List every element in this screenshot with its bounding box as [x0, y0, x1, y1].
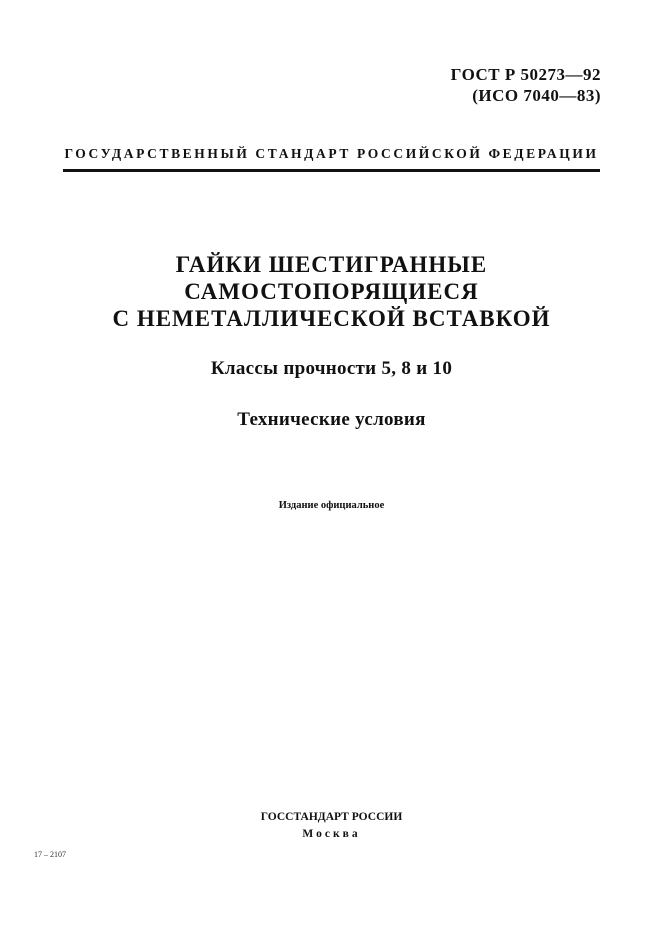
gost-identifier — [451, 64, 601, 106]
gost-number: ГОСТ Р 50273—92 — [450, 65, 601, 84]
publisher-name: ГОССТАНДАРТ РОССИИ — [260, 811, 403, 823]
iso-number: (ИСО 7040—83) — [472, 86, 601, 105]
title-line-2: САМОСТОПОРЯЩИЕСЯ — [184, 279, 479, 304]
edition-note: Издание официальное — [278, 500, 385, 511]
title-line-1: ГАЙКИ ШЕСТИГРАННЫЕ — [175, 252, 488, 277]
print-code: 17 – 2107 — [34, 850, 66, 859]
publisher-block — [63, 809, 600, 843]
strength-classes: Классы прочности 5, 8 и 10 — [210, 358, 453, 379]
publisher-city: Москва — [302, 828, 361, 840]
technical-conditions: Технические условия — [237, 409, 426, 430]
standard-caption: ГОСУДАРСТВЕННЫЙ СТАНДАРТ РОССИЙСКОЙ ФЕДЕРАЦИИ — [64, 146, 599, 161]
horizontal-rule — [63, 169, 600, 172]
title-line-3: С НЕМЕТАЛЛИЧЕСКОЙ ВСТАВКОЙ — [112, 306, 551, 331]
document-title — [63, 251, 600, 332]
